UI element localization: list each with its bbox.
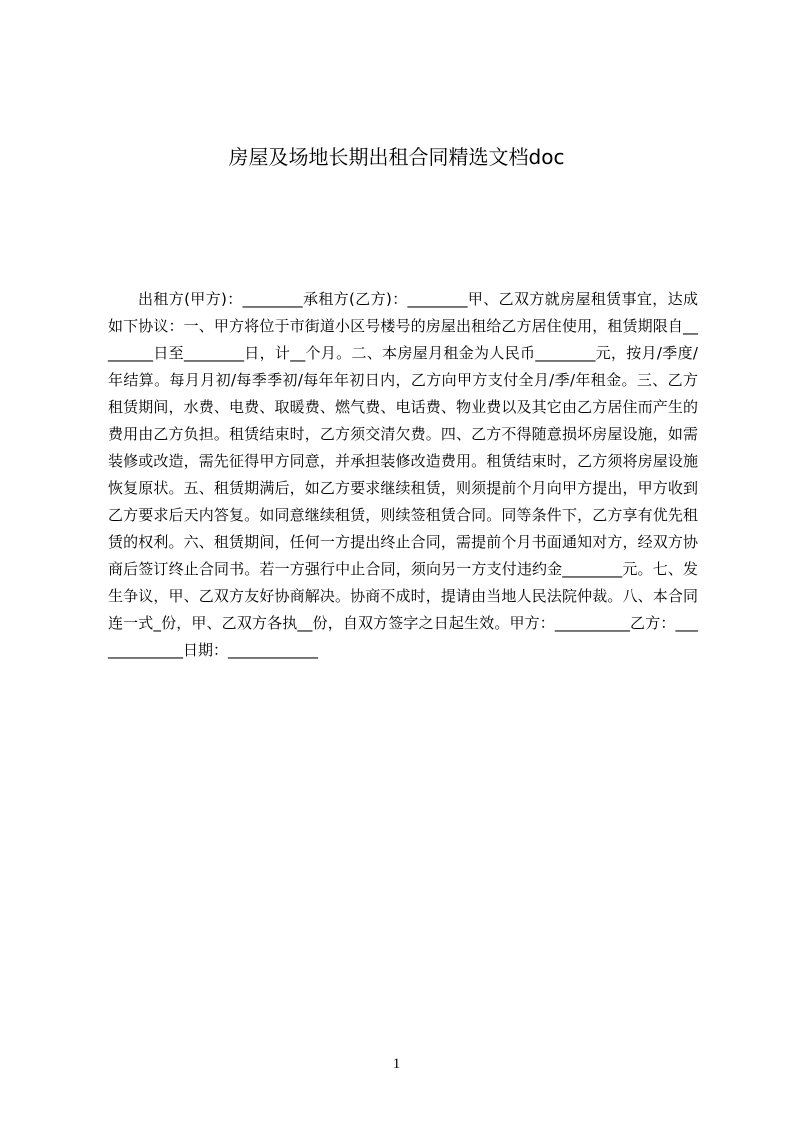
document-title: 房屋及场地长期出租合同精选文档doc xyxy=(228,145,565,169)
contract-body-paragraph: 出租方(甲方)：________承租方(乙方)：________甲、乙双方就房屋租赁事宜，达成如下协议：一、甲方将位于市街道小区号楼号的房屋出租给乙方居住使用，租赁期限自________日至________日，计__个月。二、本房屋月租金为人民币________元，按月/季度/年结算。每月月初/每季季初/每年年初日内，乙方向甲方支付全月/季/年租金。三、乙方租赁期间，水费、电费、取暖费、燃气费、电话费、物业费以及其它由乙方居住而产生的费用由乙方负担。租赁结束时，乙方须交清欠费。四、乙方不得随意损坏房屋设施，如需装修或改造，需先征得甲方同意，并承担装修改造费用。租赁结束时，乙方须将房屋设施恢复原状。五、租赁期满后，如乙方要求继续租赁，则须提前个月向甲方提出，甲方收到乙方要求后天内答复。如同意继续租赁，则续签租赁合同。同等条件下，乙方享有优先租赁的权利。六、租赁期间，任何一方提出终止合同，需提前个月书面通知对方，经双方协商后签订终止合同书。若一方强行中止合同，须向另一方支付违约金________元。七、发生争议，甲、乙双方友好协商解决。协商不成时，提请由当地人民法院仲裁。八、本合同连一式_份，甲、乙双方各执__份，自双方签字之日起生效。甲方：__________乙方：_____________日期：____________ xyxy=(108,290,698,659)
page-number: 1 xyxy=(392,1056,401,1072)
